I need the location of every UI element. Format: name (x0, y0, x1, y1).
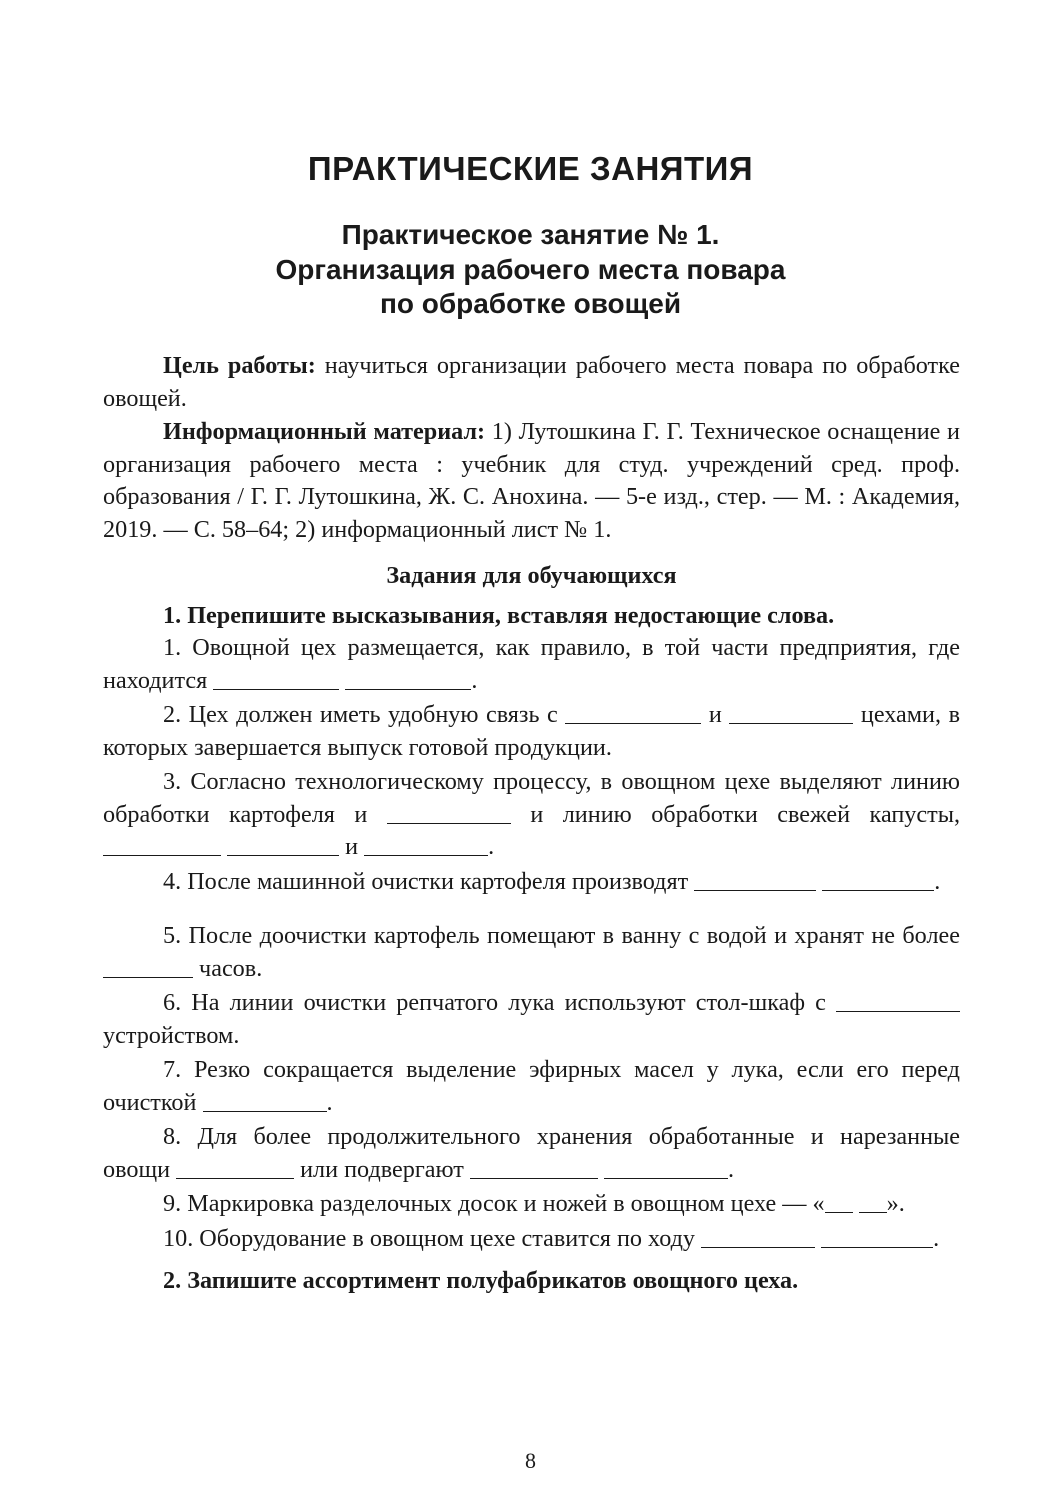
blank-field (701, 1225, 815, 1248)
task-1-item-4: 4. После машинной очистки картофеля производят . (163, 867, 941, 895)
lesson-title-line-3: по обработке овощей (379, 288, 682, 319)
chapter-title: ПРАКТИЧЕСКИЕ ЗАНЯТИЯ (307, 150, 754, 187)
task-1-item-5: 5. После доочистки картофель помещают в ванну с водой и хранят не более часов. (103, 920, 960, 985)
lesson-title (0, 218, 1061, 322)
blank-field (213, 667, 339, 690)
blank-field (203, 1089, 327, 1112)
task-1-item-7: 7. Резко сокращается выделение эфирных масел у лука, если его перед очисткой . (103, 1056, 960, 1116)
info-label: Информационный материал: (163, 418, 486, 445)
blank-field (565, 701, 701, 724)
blank-field (345, 667, 471, 690)
blank-field (825, 1190, 853, 1213)
blank-field (176, 1156, 294, 1179)
task-1-title: 1. Перепишите высказывания, вставляя недостающие слова. (163, 601, 835, 629)
task-1-item-3: 3. Согласно технологическому процессу, в овощном цехе выделяют линию обработки картофеля и и линию обработки свежей капусты, и . (103, 768, 960, 860)
tasks-heading: Задания для обучающихся (386, 562, 677, 589)
page-number: 8 (525, 1448, 536, 1473)
lesson-title-line-1: Практическое занятие № 1. (341, 219, 720, 250)
task-2-title: 2. Запишите ассортимент полуфабрикатов овощного цеха. (163, 1267, 799, 1294)
blank-field (227, 833, 339, 856)
blank-field (103, 833, 221, 856)
goal-paragraph (103, 350, 960, 415)
blank-field (836, 989, 960, 1012)
task-1-item-2: 2. Цех должен иметь удобную связь с и цехами, в которых завершается выпуск готовой продукции. (103, 701, 960, 761)
blank-field (821, 1225, 933, 1248)
blank-field (387, 801, 511, 824)
blank-field (822, 868, 934, 891)
spacer (103, 898, 960, 920)
task-1-item-1: 1. Овощной цех размещается, как правило, в той части предприятия, где находится . (103, 634, 960, 694)
task-1-item-6: 6. На линии очистки репчатого лука используют стол-шкаф с устройством. (103, 987, 960, 1052)
task-1-item-8: 8. Для более продолжительного хранения обработанные и нарезанные овощи или подвергают . (103, 1123, 960, 1183)
goal-text: научиться организации рабочего места повара по обработке овощей. (103, 352, 961, 412)
blank-field (859, 1190, 887, 1213)
info-paragraph (103, 416, 960, 546)
info-text: 1) Лутошкина Г. Г. Техническое оснащение и организация рабочего места : учебник для студ. учреждений сред. проф. образования / Г. Г. Лутошкина, Ж. С. Анохина. — 5-е изд., стер. — М. : Академия, 2019. — С. 58–64; 2) информационный лист № 1. (103, 418, 960, 543)
blank-field (729, 701, 853, 724)
goal-label: Цель работы: (163, 352, 316, 379)
task-1-item-10: 10. Оборудование в овощном цехе ставится по ходу . (163, 1224, 940, 1252)
blank-field (470, 1156, 598, 1179)
blank-field (604, 1156, 728, 1179)
task-1-item-9: 9. Маркировка разделочных досок и ножей в овощном цехе — « ». (163, 1190, 905, 1217)
blank-field (364, 833, 488, 856)
blank-field (103, 955, 193, 978)
blank-field (694, 868, 816, 891)
document-body (103, 350, 960, 1298)
lesson-title-line-2: Организация рабочего места повара (275, 253, 786, 285)
